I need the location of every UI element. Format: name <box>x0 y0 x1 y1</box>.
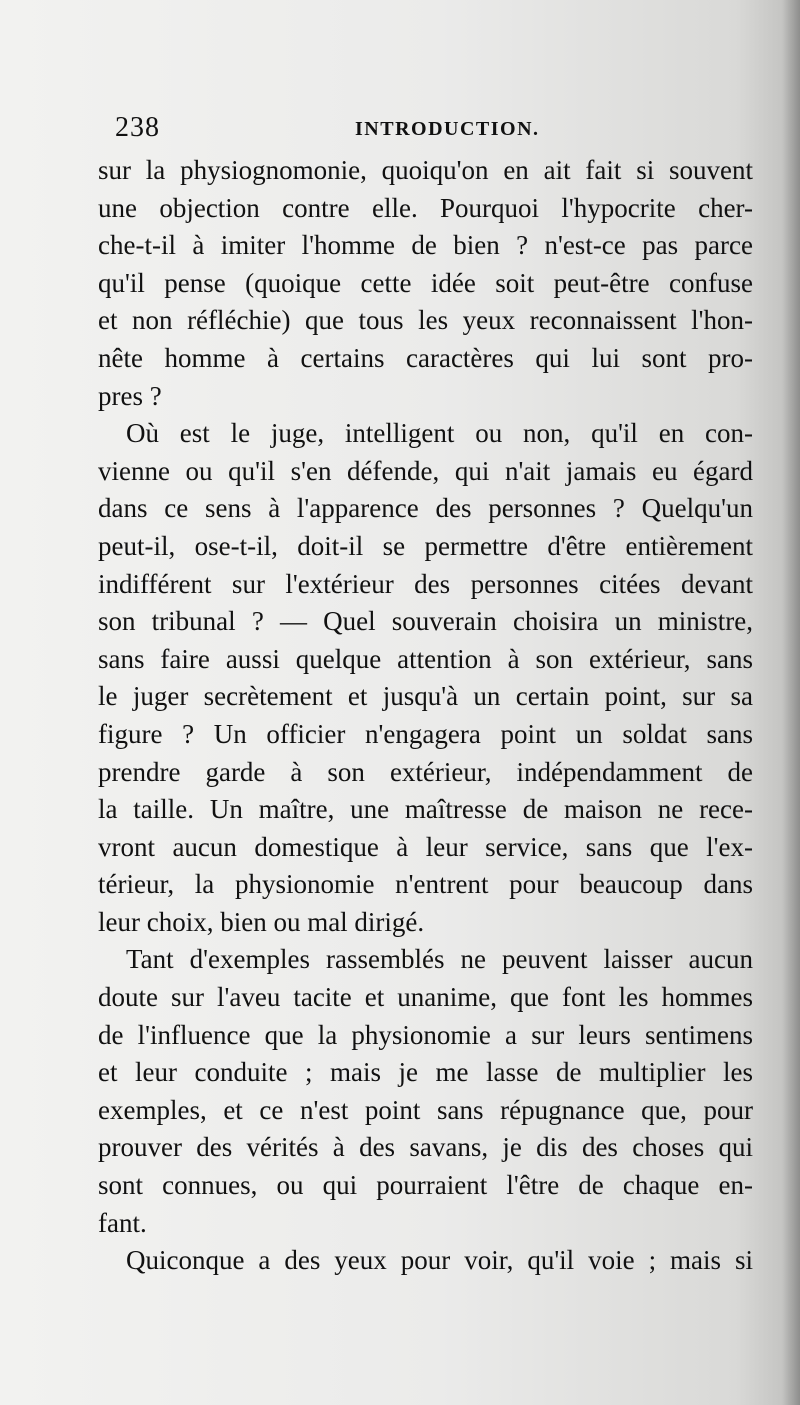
text-line: térieur, la physionomie n'entrent pour beaucoup dans <box>98 869 753 900</box>
text-line: Où est le juge, intelligent ou non, qu'il en con- <box>126 418 753 449</box>
body-text <box>98 152 753 1280</box>
text-line: sans faire aussi quelque attention à son extérieur, sans <box>98 643 753 674</box>
page-edge-shadow <box>782 0 800 1405</box>
text-line: la taille. Un maître, une maîtresse de maison ne rece- <box>98 794 753 825</box>
text-line: prouver des vérités à des savans, je dis des choses qui <box>98 1132 753 1163</box>
text-line: dans ce sens à l'apparence des personnes ? Quelqu'un <box>98 493 753 524</box>
text-line: Quiconque a des yeux pour voir, qu'il voie ; mais si <box>126 1245 753 1276</box>
page-number: 238 <box>115 112 160 143</box>
text-line: une objection contre elle. Pourquoi l'hypocrite cher- <box>98 192 753 223</box>
text-line: de l'influence que la physionomie a sur leurs sentimens <box>98 1019 753 1050</box>
text-line: fant. <box>98 1207 147 1238</box>
text-line: et leur conduite ; mais je me lasse de multiplier les <box>98 1057 753 1088</box>
text-line: sont connues, ou qui pourraient l'être de chaque en- <box>98 1170 753 1201</box>
text-line: peut-il, ose-t-il, doit-il se permettre d'être entièrement <box>98 530 753 561</box>
text-line: qu'il pense (quoique cette idée soit peut-être confuse <box>98 267 753 298</box>
text-line: prendre garde à son extérieur, indépendamment de <box>98 756 753 787</box>
page-header <box>115 112 735 142</box>
text-line: nête homme à certains caractères qui lui sont pro- <box>98 342 753 373</box>
running-head: INTRODUCTION. <box>355 118 540 140</box>
text-line: indifférent sur l'extérieur des personnes citées devant <box>98 568 753 599</box>
text-line: figure ? Un officier n'engagera point un soldat sans <box>98 718 753 749</box>
text-line: et non réfléchie) que tous les yeux reconnaissent l'hon- <box>98 305 753 336</box>
text-line: son tribunal ? — Quel souverain choisira un ministre, <box>98 606 753 637</box>
text-line: leur choix, bien ou mal dirigé. <box>98 906 425 937</box>
text-line: vront aucun domestique à leur service, sans que l'ex- <box>98 831 753 862</box>
text-line: le juger secrètement et jusqu'à un certain point, sur sa <box>98 681 753 712</box>
text-line: Tant d'exemples rassemblés ne peuvent laisser aucun <box>126 944 753 975</box>
text-line: vienne ou qu'il s'en défende, qui n'ait jamais eu égard <box>98 455 753 486</box>
text-line: doute sur l'aveu tacite et unanime, que font les hommes <box>98 982 753 1013</box>
text-line: pres ? <box>98 380 162 411</box>
text-line: exemples, et ce n'est point sans répugnance que, pour <box>98 1094 753 1125</box>
text-line: che-t-il à imiter l'homme de bien ? n'est-ce pas parce <box>98 230 753 261</box>
text-line: sur la physiognomonie, quoiqu'on en ait fait si souvent <box>98 155 753 185</box>
